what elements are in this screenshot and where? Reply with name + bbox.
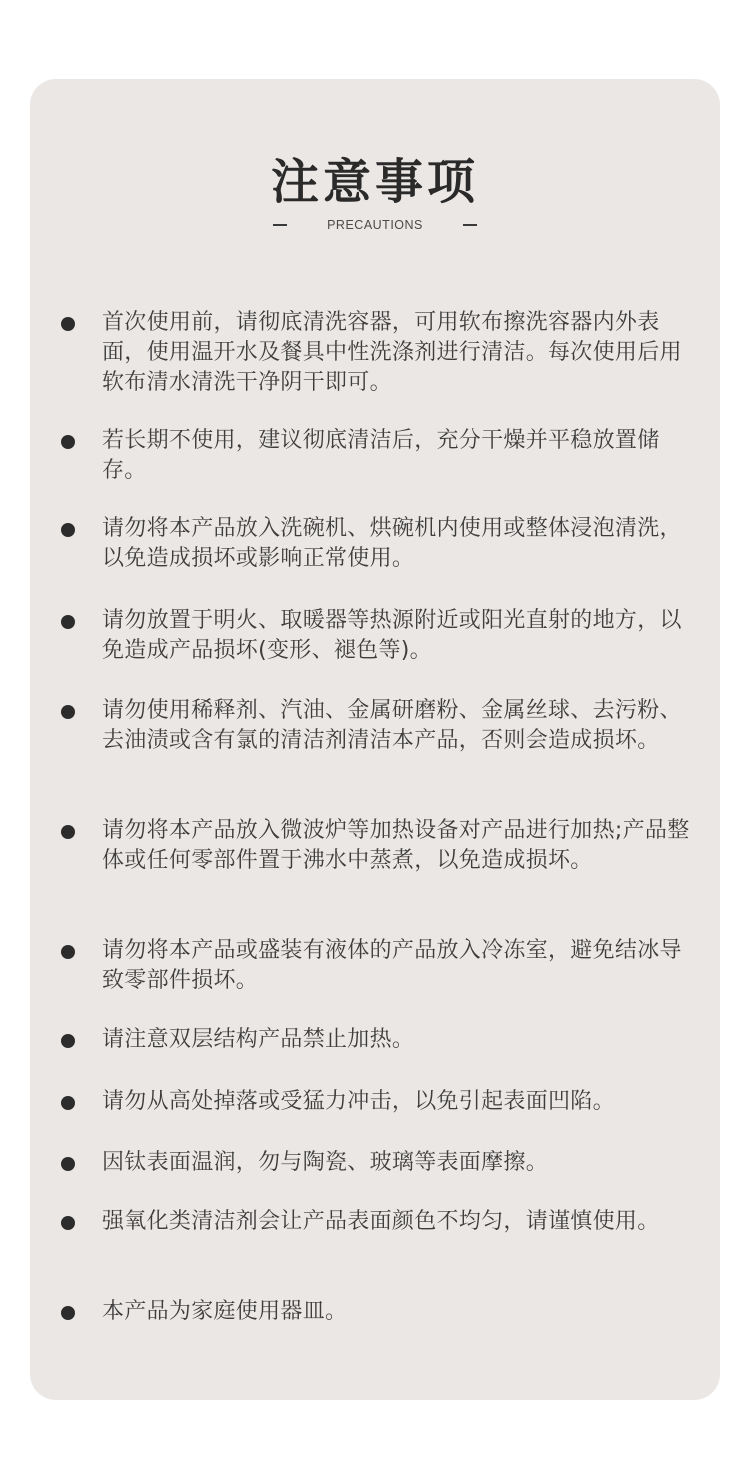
bullet-icon — [61, 435, 75, 449]
page-subtitle: PRECAUTIONS — [327, 218, 423, 232]
list-item-text: 请勿将本产品放入洗碗机、烘碗机内使用或整体浸泡清洗，以免造成损坏或影响正常使用。 — [102, 516, 682, 571]
list-item-text: 首次使用前，请彻底清洗容器，可用软布擦洗容器内外表面，使用温开水及餐具中性洗涤剂进行清洁。每次使用后用软布清水清洗干净阴干即可。 — [102, 310, 682, 395]
bullet-icon — [61, 1034, 75, 1048]
bullet-icon — [61, 615, 75, 629]
list-item-text: 本产品为家庭使用器皿。 — [102, 1299, 348, 1324]
list-item-text: 若长期不使用，建议彻底清洁后，充分干燥并平稳放置储存。 — [102, 428, 660, 483]
list-item-text: 请注意双层结构产品禁止加热。 — [102, 1027, 415, 1052]
bullet-icon — [61, 1216, 75, 1230]
bullet-icon — [61, 705, 75, 719]
list-item-text: 请勿使用稀释剂、汽油、金属研磨粉、金属丝球、去污粉、去油渍或含有氯的清洁剂清洁本产品，否则会造成损坏。 — [102, 698, 682, 753]
bullet-icon — [61, 1306, 75, 1320]
list-item-text: 因钛表面温润，勿与陶瓷、玻璃等表面摩擦。 — [102, 1150, 549, 1175]
bullet-icon — [61, 317, 75, 331]
bullet-icon — [61, 1157, 75, 1171]
list-item-text: 请勿从高处掉落或受猛力冲击，以免引起表面凹陷。 — [102, 1089, 615, 1114]
list-item-text: 请勿将本产品放入微波炉等加热设备对产品进行加热;产品整体或任何零部件置于沸水中蒸煮，以免造成损坏。 — [102, 818, 690, 873]
page-title: 注意事项 — [270, 154, 479, 210]
list-item-text: 请勿放置于明火、取暖器等热源附近或阳光直射的地方，以免造成产品损坏(变形、褪色等)。 — [102, 608, 682, 663]
bullet-icon — [61, 825, 75, 839]
bullet-icon — [61, 523, 75, 537]
list-item-text: 请勿将本产品或盛装有液体的产品放入冷冻室，避免结冰导致零部件损坏。 — [102, 938, 682, 993]
list-item-text: 强氧化类清洁剂会让产品表面颜色不均匀，请谨慎使用。 — [102, 1209, 660, 1234]
bullet-icon — [61, 1096, 75, 1110]
bullet-icon — [61, 945, 75, 959]
